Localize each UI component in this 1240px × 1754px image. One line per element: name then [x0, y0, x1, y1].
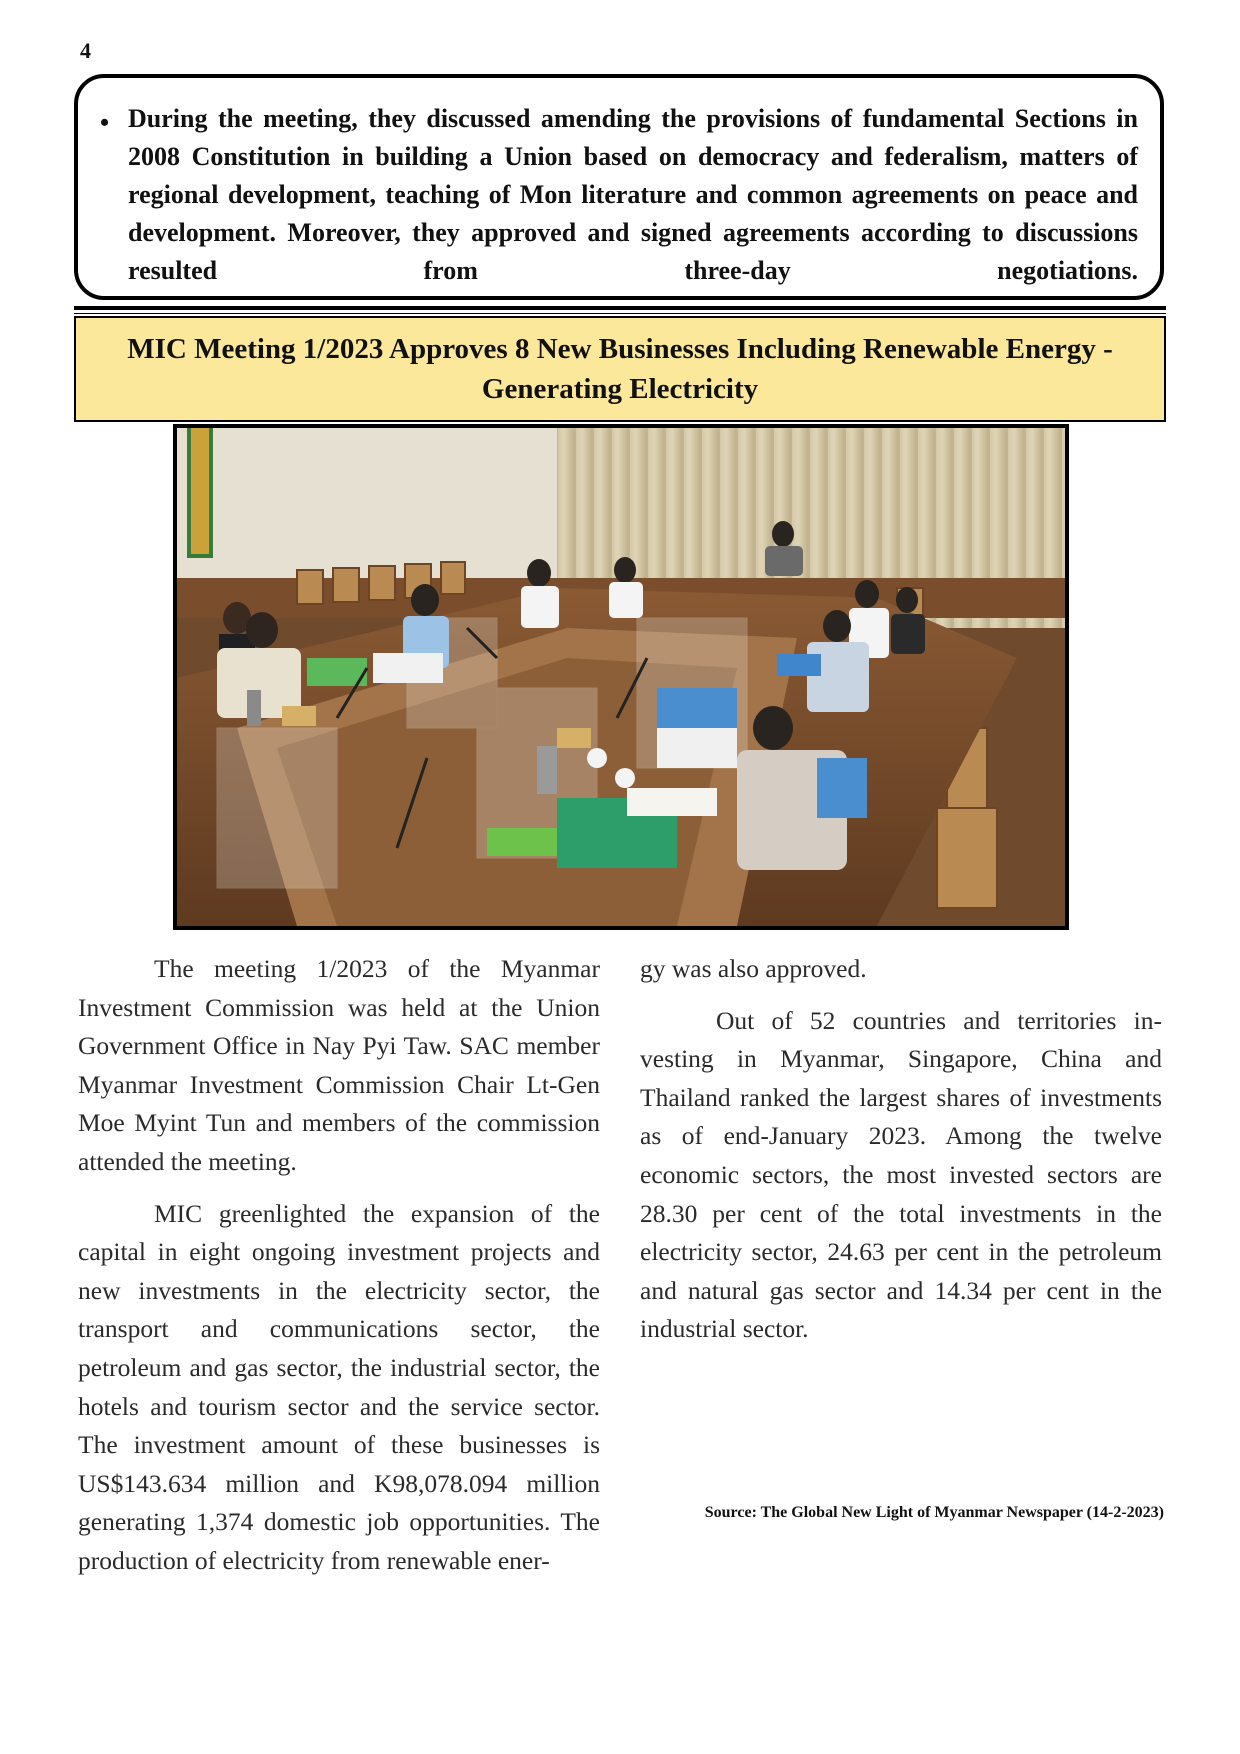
article-paragraph: The meeting 1/2023 of the Myanmar Investment Commission was held at the Union Government Office in Nay Pyi Taw. SAC member Myanmar Investment Commission Chair Lt-Gen Moe Myint Tun and members of the commission attended the meeting.: [78, 954, 600, 1176]
article-paragraph-continuation: gy was also approved.: [640, 954, 867, 983]
headline-banner: [74, 316, 1166, 422]
article-left-column: [78, 950, 600, 1594]
section-divider: [74, 306, 1166, 310]
article-headline: MIC Meeting 1/2023 Approves 8 New Businesses Including Renewable Energy - Generating Electricity: [127, 333, 1113, 405]
article-paragraph: Out of 52 countries and territories investing in Myanmar, Singapore, China and Thailand ranked the largest shares of investments as of end-January 2023. Among the twelve economic sectors, the most invested sectors are 28.30 per cent of the total investments in the electricity sector, 24.63 per cent in the petroleum and natural gas sector and 14.34 per cent in the industrial sector.: [640, 1005, 1162, 1344]
bullet-icon: •: [100, 108, 110, 137]
article-paragraph: MIC greenlighted the expansion of the capital in eight ongoing investment projects and new investments in the electricity sector, the transport and communications sector, the petroleum and gas sector, the industrial sector, the hotels and tourism sector and the service sector. The investment amount of these businesses is US$143.634 million and K98,078.094 million generating 1,374 domestic job opportunities. The production of electricity from renewable ener-: [78, 1198, 600, 1575]
source-citation: Source: The Global New Light of Myanmar Newspaper (14-2-2023): [704, 1504, 1164, 1521]
section-divider-thin: [74, 313, 1166, 314]
article-right-column: [640, 950, 1162, 1362]
summary-callout-box: [74, 74, 1164, 300]
page-number: 4: [80, 38, 91, 63]
meeting-photo: [173, 424, 1069, 930]
summary-bullet-text: During the meeting, they discussed amending the provisions of fundamental Sections in 2008 Constitution in building a Union based on democracy and federalism, matters of regional development, teaching of Mon literature and common agreements on peace and development. Moreover, they approved and signed agreements according to discussions resulted from three-day negotiations.: [128, 104, 1138, 285]
meeting-room-illustration: [177, 428, 1065, 926]
